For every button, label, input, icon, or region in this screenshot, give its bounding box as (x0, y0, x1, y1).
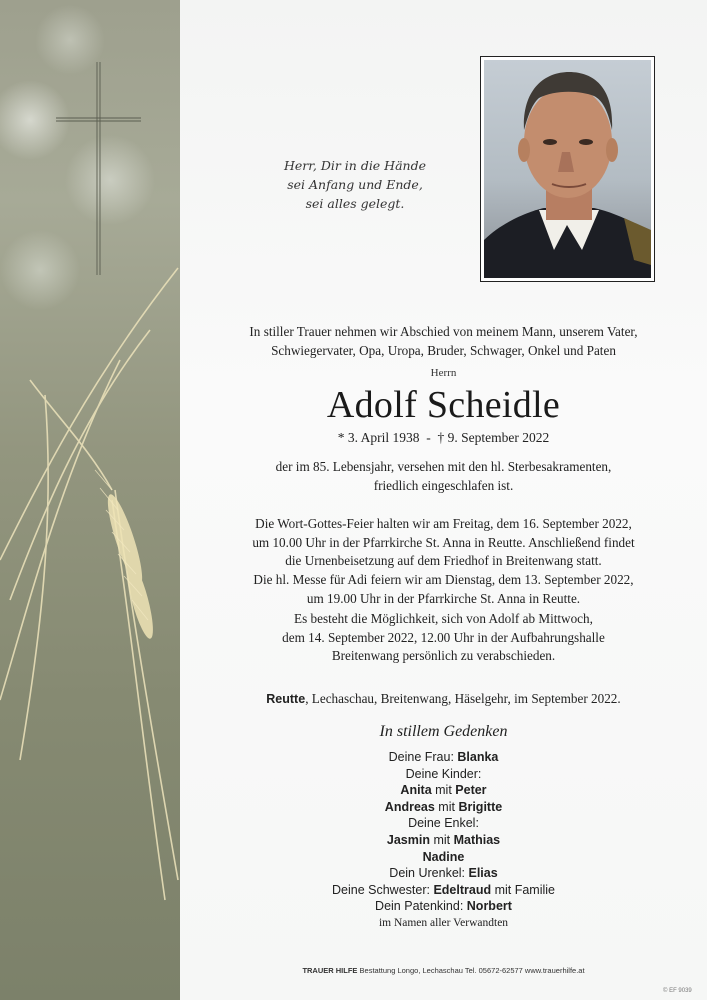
birth-date: * 3. April 1938 (337, 430, 420, 445)
family-wife (190, 749, 697, 766)
mass-text (190, 571, 697, 608)
label: Dein Urenkel: (389, 866, 469, 881)
portrait-frame (480, 56, 655, 282)
name: Edeltraud (433, 882, 492, 897)
label: Deine Frau: (388, 750, 458, 764)
suffix: mit Familie (491, 882, 555, 897)
portrait-photo (484, 60, 651, 278)
passing-line: friedlich eingeschlafen ist. (373, 477, 514, 493)
cross-icon (0, 0, 180, 300)
name: Mathias (453, 832, 501, 847)
footer-contact: Bestattung Longo, Lechaschau Tel. 05672-62577 www.trauerhilfe.at (357, 966, 585, 975)
name: Elias (468, 866, 498, 881)
family-child (190, 782, 697, 799)
connector: mit (429, 832, 454, 847)
passing-line: der im 85. Lebensjahr, versehen mit den hl. Sterbesakramenten, (275, 459, 612, 474)
place-and-date (190, 690, 697, 709)
life-dates (190, 430, 697, 446)
intro-text (190, 322, 697, 360)
salutation: Herrn (430, 367, 457, 379)
family-child (190, 799, 697, 816)
family-sister (190, 882, 697, 899)
date-separator: - (426, 430, 431, 445)
verse-line: Herr, Dir in die Hände (284, 158, 426, 173)
ceremony-line: Die Wort-Gottes-Feier halten wir am Freitag, dem 16. September 2022, (255, 516, 632, 531)
label: Dein Patenkind: (375, 899, 467, 914)
name: Peter (455, 783, 487, 798)
name: Norbert (466, 899, 512, 914)
place-rest: , Lechaschau, Breitenwang, Häselgehr, im September 2022. (305, 691, 621, 706)
verse (255, 156, 455, 213)
family-grandchildren-label: Deine Enkel: (408, 816, 479, 831)
ceremony-line: die Urnenbeisetzung auf dem Friedhof in Breitenwang statt. (285, 553, 602, 568)
verse-line: sei alles gelegt. (305, 196, 405, 211)
family-relatives: im Namen aller Verwandten (378, 916, 509, 929)
name: Blanka (457, 750, 499, 764)
family-godchild (190, 898, 697, 915)
farewell-line: Breitenwang persönlich zu verabschieden. (331, 648, 556, 663)
name: Andreas (384, 799, 435, 814)
family-grandchild (190, 849, 697, 866)
wheat-background-panel (0, 0, 180, 1000)
ceremony-text (190, 515, 697, 571)
mass-line: Die hl. Messe für Adi feiern wir am Dienstag, dem 13. September 2022, (253, 572, 634, 587)
name: Brigitte (458, 799, 503, 814)
mass-line: um 19.00 Uhr in der Pfarrkirche St. Anna in Reutte. (306, 590, 581, 606)
farewell-line: Es besteht die Möglichkeit, sich von Adolf ab Mittwoch, (294, 611, 593, 626)
family-list (190, 749, 697, 932)
name: Jasmin (386, 832, 430, 847)
place-bold: Reutte (266, 692, 306, 706)
farewell-text (190, 610, 697, 666)
ceremony-line: um 10.00 Uhr in der Pfarrkirche St. Anna in Reutte. Anschließend findet (252, 534, 635, 550)
footer-brand: TRAUER HILFE (302, 966, 358, 975)
intro-line: Schwiegervater, Opa, Uropa, Bruder, Schwager, Onkel und Paten (271, 343, 616, 358)
print-code: © EF 9039 (663, 988, 692, 994)
deceased-name: Adolf Scheidle (326, 384, 561, 426)
name: Anita (400, 783, 432, 798)
label: Deine Schwester: (332, 882, 434, 897)
family-great-grandchild (190, 865, 697, 882)
connector: mit (431, 783, 456, 798)
portrait-illustration (484, 60, 651, 278)
farewell-line: dem 14. September 2022, 12.00 Uhr in der Aufbahrungshalle (282, 629, 605, 645)
death-date: † 9. September 2022 (437, 430, 550, 445)
family-children-label: Deine Kinder: (405, 766, 482, 781)
name: Nadine (422, 849, 465, 864)
intro-line: In stiller Trauer nehmen wir Abschied von meinem Mann, unserem Vater, (249, 324, 638, 339)
connector: mit (434, 799, 459, 814)
verse-line: sei Anfang und Ende, (287, 177, 423, 192)
family-grandchild (190, 832, 697, 849)
funeral-home-footer (190, 966, 697, 975)
passing-text (190, 458, 697, 495)
memory-heading: In stillem Gedenken (379, 723, 508, 740)
